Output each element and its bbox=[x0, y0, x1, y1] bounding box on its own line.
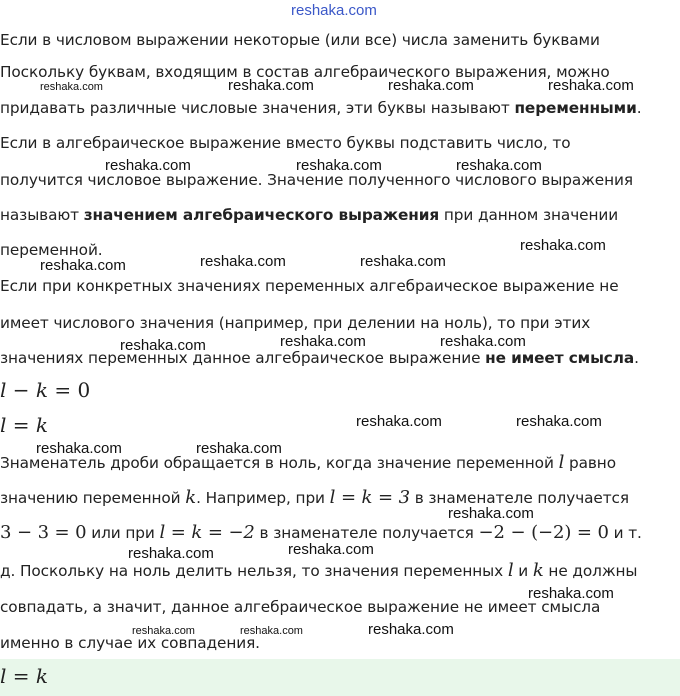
watermark: reshaka.com bbox=[200, 253, 286, 270]
watermark: reshaka.com bbox=[356, 413, 442, 430]
watermark: reshaka.com bbox=[440, 333, 526, 350]
watermark: reshaka.com bbox=[40, 81, 103, 93]
equation-difference: l − k = 0 bbox=[0, 378, 91, 402]
watermark: reshaka.com bbox=[456, 157, 542, 174]
paragraph-4-line-1: Если при конкретных значениях переменных алгебраическое выражение не bbox=[0, 277, 619, 295]
paragraph-3-line-1: Если в алгебраическое выражение вместо буквы подставить число, то bbox=[0, 134, 571, 152]
watermark: reshaka.com bbox=[548, 77, 634, 94]
watermark: reshaka.com bbox=[40, 257, 126, 274]
watermark-header[interactable]: reshaka.com bbox=[291, 2, 377, 19]
term-variables: переменными bbox=[514, 99, 637, 117]
paragraph-5-line-1: Знаменатель дроби обращается в ноль, когда значение переменной l равно bbox=[0, 452, 616, 473]
watermark: reshaka.com bbox=[520, 237, 606, 254]
watermark: reshaka.com bbox=[360, 253, 446, 270]
paragraph-5-line-2: значению переменной k. Например, при l = k = 3 в знаменателе получается bbox=[0, 487, 629, 508]
watermark: reshaka.com bbox=[36, 440, 122, 457]
paragraph-2-line-1: Поскольку буквам, входящим в состав алгебраического выражения, можно bbox=[0, 63, 610, 81]
watermark: reshaka.com bbox=[280, 333, 366, 350]
paragraph-2-line-2: придавать различные числовые значения, эти буквы называют переменными. bbox=[0, 99, 642, 117]
paragraph-3-line-3: называют значением алгебраического выражения при данном значении bbox=[0, 206, 619, 224]
watermark: reshaka.com bbox=[448, 505, 534, 522]
equation-equal: l = k bbox=[0, 413, 49, 437]
paragraph-4-line-3: значениях переменных данное алгебраическое выражение не имеет смысла. bbox=[0, 349, 639, 367]
watermark: reshaka.com bbox=[240, 625, 303, 637]
answer-box bbox=[0, 659, 680, 696]
paragraph-1: Если в числовом выражении некоторые (или все) числа заменить буквами bbox=[0, 31, 600, 49]
watermark: reshaka.com bbox=[120, 337, 206, 354]
watermark: reshaka.com bbox=[388, 77, 474, 94]
watermark: reshaka.com bbox=[296, 157, 382, 174]
paragraph-5-line-6: именно в случае их совпадения. bbox=[0, 634, 260, 652]
term-expression-value: значением алгебраического выражения bbox=[83, 206, 440, 224]
paragraph-3-line-2: получится числовое выражение. Значение полученного числового выражения bbox=[0, 171, 633, 189]
paragraph-3-line-4: переменной. bbox=[0, 241, 103, 259]
watermark: reshaka.com bbox=[288, 541, 374, 558]
watermark: reshaka.com bbox=[105, 157, 191, 174]
paragraph-4-line-2: имеет числового значения (например, при делении на ноль), то при этих bbox=[0, 314, 591, 332]
watermark: reshaka.com bbox=[132, 625, 195, 637]
answer-equation: l = k bbox=[0, 664, 49, 688]
watermark: reshaka.com bbox=[368, 621, 454, 638]
term-no-meaning: не имеет смысла bbox=[485, 349, 635, 367]
watermark: reshaka.com bbox=[128, 545, 214, 562]
watermark: reshaka.com bbox=[196, 440, 282, 457]
paragraph-5-line-3: 3 − 3 = 0 или при l = k = −2 в знаменателе получается −2 − (−2) = 0 и т. bbox=[0, 522, 642, 543]
paragraph-5-line-5: совпадать, а значит, данное алгебраическое выражение не имеет смысла bbox=[0, 598, 601, 616]
watermark: reshaka.com bbox=[228, 77, 314, 94]
watermark: reshaka.com bbox=[528, 585, 614, 602]
paragraph-5-line-4: д. Поскольку на ноль делить нельзя, то значения переменных l и k не должны bbox=[0, 560, 638, 581]
watermark: reshaka.com bbox=[516, 413, 602, 430]
